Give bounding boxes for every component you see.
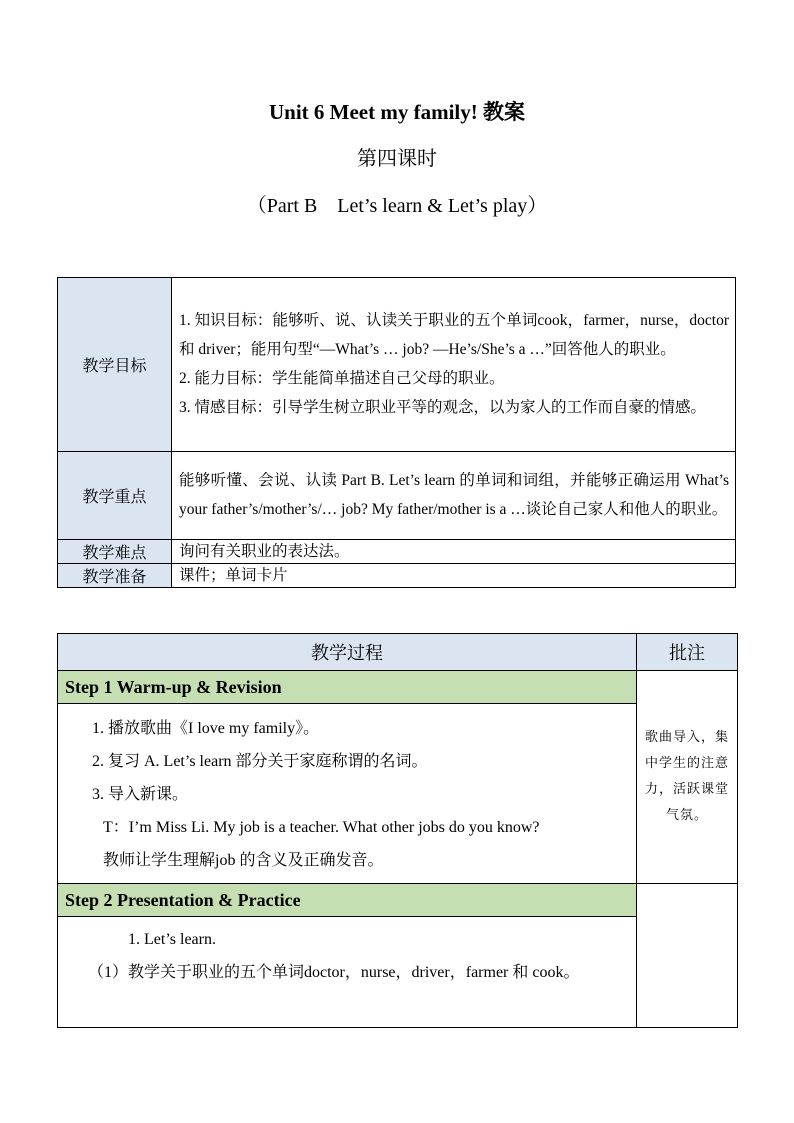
- step1-item-1: 1. 播放歌曲《I love my family》。: [92, 720, 320, 737]
- objective-knowledge: 1. 知识目标：能够听、说、认读关于职业的五个单词cook，farmer，nurse，doctor 和 driver；能用句型“—What’s … job? —He’s/She’s a …”回答他人的职业。: [179, 312, 729, 358]
- step2-note: [637, 884, 738, 1028]
- table-header-row: [58, 634, 738, 671]
- table-row: [58, 452, 736, 540]
- step2-line-2: （1）教学关于职业的五个单词doctor，nurse，driver，farmer 和 cook。: [88, 964, 580, 981]
- preparation-label: 教学准备: [58, 564, 172, 588]
- step1-title: Step 1 Warm-up & Revision: [58, 671, 637, 704]
- step1-note: 歌曲导入，集中学生的注意力，活跃课堂气氛。: [637, 671, 738, 884]
- key-points-text: 能够听懂、会说、认读 Part B. Let’s learn 的单词和词组，并能够正确运用 What’s your father’s/mother’s/… job? My father/mother is a …谈论自己家人和他人的职业。: [179, 472, 729, 518]
- preparation-content: [172, 564, 736, 588]
- key-points-content: [172, 452, 736, 540]
- step1-dialogue: T：I’m Miss Li. My job is a teacher. What other jobs do you know?: [103, 819, 540, 836]
- objective-emotion: 3. 情感目标：引导学生树立职业平等的观念，以为家人的工作而自豪的情感。: [179, 399, 707, 416]
- step1-item-2: 2. 复习 A. Let’s learn 部分关于家庭称谓的名词。: [92, 753, 428, 770]
- table-row: [58, 278, 736, 452]
- teaching-process-table: [57, 633, 738, 1028]
- step2-title: Step 2 Presentation & Practice: [58, 884, 637, 917]
- lesson-number: 第四课时: [357, 148, 437, 170]
- document-title: Unit 6 Meet my family! 教案: [268, 100, 526, 124]
- notes-header: 批注: [637, 634, 738, 671]
- difficulty-content: [172, 540, 736, 564]
- table-row: [58, 540, 736, 564]
- difficulty-text: 询问有关职业的表达法。: [179, 542, 350, 560]
- table-row: [58, 564, 736, 588]
- key-points-label: 教学重点: [58, 452, 172, 540]
- table-row: [58, 917, 738, 1028]
- preparation-text: 课件；单词卡片: [179, 566, 288, 584]
- difficulty-label: 教学难点: [58, 540, 172, 564]
- step1-explain: 教师让学生理解job 的含义及正确发音。: [103, 852, 384, 869]
- table-row: [58, 884, 738, 917]
- process-header: 教学过程: [58, 634, 637, 671]
- step2-line-1: 1. Let’s learn.: [128, 931, 216, 948]
- table-row: [58, 704, 738, 884]
- step1-body: [58, 704, 637, 884]
- objectives-content: [172, 278, 736, 452]
- lesson-part: （Part B Let’s learn & Let’s play）: [246, 195, 548, 217]
- step2-body: [58, 917, 637, 1028]
- lesson-plan-table: [57, 277, 736, 588]
- objective-ability: 2. 能力目标：学生能简单描述自己父母的职业。: [179, 370, 505, 387]
- table-row: [58, 671, 738, 704]
- step1-item-3: 3. 导入新课。: [92, 786, 189, 803]
- objectives-label: 教学目标: [58, 278, 172, 452]
